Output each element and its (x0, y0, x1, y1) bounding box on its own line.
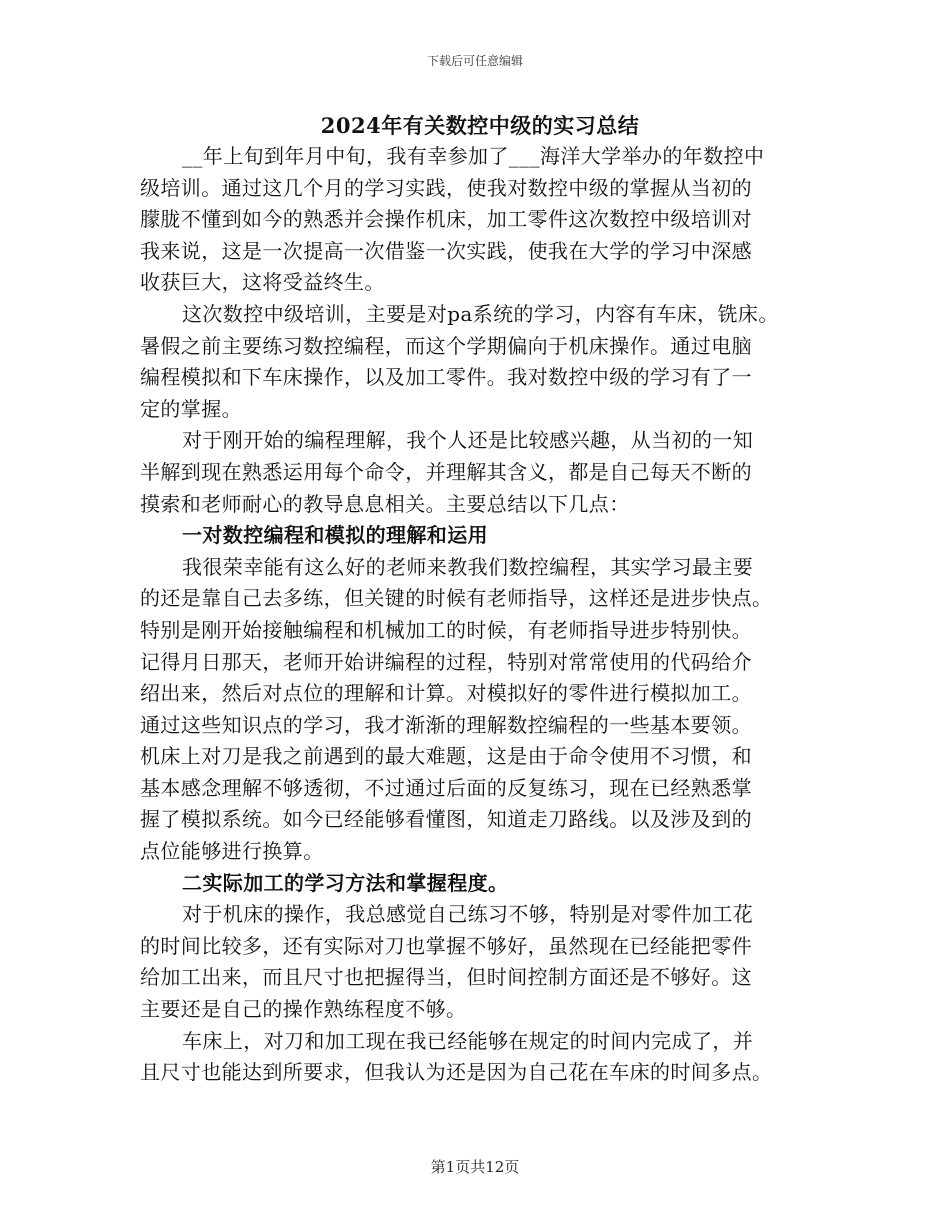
body-line: 的时间比较多，还有实际对刀也掌握不够好，虽然现在已经能把零件 (140, 933, 752, 958)
header-note: 下载后可任意编辑 (426, 54, 523, 68)
body-line: 我很荣幸能有这么好的老师来教我们数控编程，其实学习最主要 (182, 554, 754, 579)
body-line: 且尺寸也能达到所要求，但我认为还是因为自己花在车床的时间多点。 (140, 1060, 773, 1085)
body-line: 我来说，这是一次提高一次借鉴一次实践，使我在大学的学习中深感 (140, 238, 752, 263)
body-line: 基本感念理解不够透彻，不过通过后面的反复练习，现在已经熟悉掌 (140, 775, 752, 800)
body-line: 绍出来，然后对点位的理解和计算。对模拟好的零件进行模拟加工。 (140, 681, 752, 706)
body-line: 朦胧不懂到如今的熟悉并会操作机床，加工零件这次数控中级培训对 (140, 207, 752, 232)
body-line: 对于机床的操作，我总感觉自己练习不够，特别是对零件加工花 (182, 902, 754, 927)
section-heading: 一对数控编程和模拟的理解和运用 (182, 523, 488, 548)
body-line: 这次数控中级培训，主要是对pa系统的学习，内容有车床，铣床。 (182, 301, 779, 326)
body-line: 特别是刚开始接触编程和机械加工的时候，有老师指导进步特别快。 (140, 617, 752, 642)
body-line: 摸索和老师耐心的教导息息相关。主要总结以下几点： (140, 491, 630, 516)
body-line: 机床上对刀是我之前遇到的最大难题，这是由于命令使用不习惯，和 (140, 744, 752, 769)
body-line: 定的掌握。 (140, 396, 242, 421)
body-line: 握了模拟系统。如今已经能够看懂图，知道走刀路线。以及涉及到的 (140, 807, 752, 832)
body-line: 主要还是自己的操作熟练程度不够。 (140, 997, 467, 1022)
document-title: 2024年有关数控中级的实习总结 (320, 113, 640, 138)
body-line: 给加工出来，而且尺寸也把握得当，但时间控制方面还是不够好。这 (140, 965, 752, 990)
body-line: 点位能够进行换算。 (140, 839, 324, 864)
section-heading: 二实际加工的学习方法和掌握程度。 (182, 870, 509, 895)
page-footer: 第1页共12页 (430, 1158, 520, 1176)
body-line: 的还是靠自己去多练，但关键的时候有老师指导，这样还是进步快点。 (140, 586, 773, 611)
body-line: 车床上，对刀和加工现在我已经能够在规定的时间内完成了，并 (182, 1028, 754, 1053)
body-line: 收获巨大，这将受益终生。 (140, 270, 385, 295)
body-line: 通过这些知识点的学习，我才渐渐的理解数控编程的一些基本要领。 (140, 712, 752, 737)
body-line: 对于刚开始的编程理解，我个人还是比较感兴趣，从当初的一知 (182, 428, 754, 453)
document-body (140, 141, 830, 1089)
body-line: 暑假之前主要练习数控编程，而这个学期偏向于机床操作。通过电脑 (140, 333, 752, 358)
body-line: __年上旬到年月中旬，我有幸参加了___海洋大学举办的年数控中 (182, 144, 765, 168)
body-line: 编程模拟和下车床操作，以及加工零件。我对数控中级的学习有了一 (140, 365, 752, 390)
body-line: 级培训。通过这几个月的学习实践，使我对数控中级的掌握从当初的 (140, 175, 752, 200)
body-line: 记得月日那天，老师开始讲编程的过程，特别对常常使用的代码给介 (140, 649, 752, 674)
body-line: 半解到现在熟悉运用每个命令，并理解其含义，都是自己每天不断的 (140, 459, 752, 484)
